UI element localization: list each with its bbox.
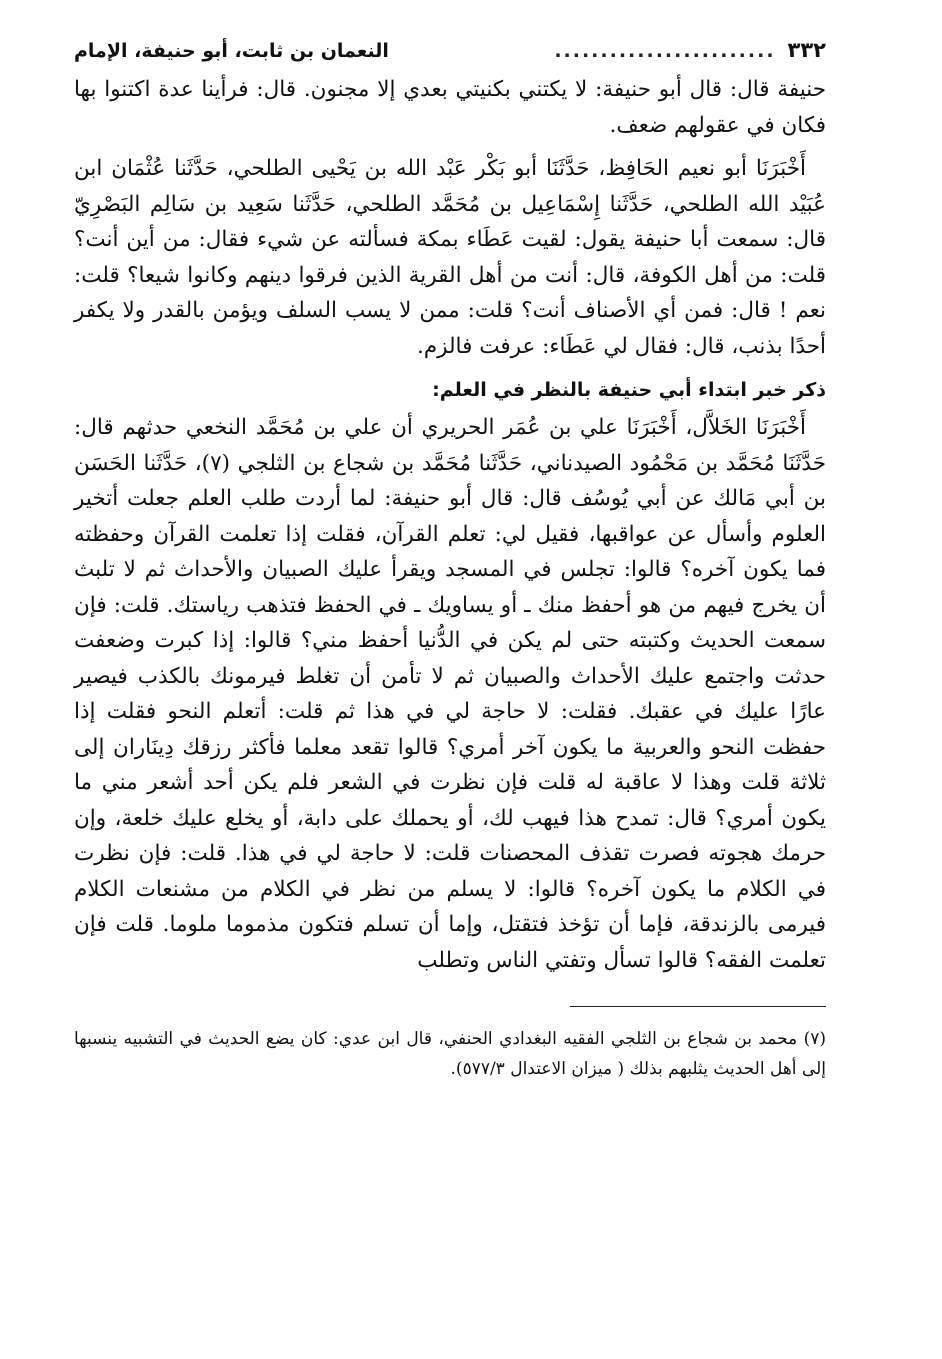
footnote-7: (٧) محمد بن شجاع بن الثلجي الفقيه البغدادي الحنفي، قال ابن عدي: كان يضع الحديث في التشبيه ينسبها إلى أهل الحديث يثلبهم بذلك ( ميزان الاعتدال ٥٧٧/٣). <box>74 1029 826 1079</box>
footnote-divider <box>570 1006 826 1007</box>
paragraph-1: حنيفة قال: قال أبو حنيفة: لا يكتني بكنيتي بعدي إلا مجنون. قال: فرأينا عدة اكتنوا بها فكان في عقولهم ضعف. <box>74 77 826 138</box>
page-number: ٣٣٢ <box>787 38 826 62</box>
section-heading: ذكر خبر ابتداء أبي حنيفة بالنظر في العلم: <box>432 379 826 401</box>
header-title: النعمان بن ثابت، أبو حنيفة، الإمام <box>74 40 389 62</box>
running-header <box>74 30 826 70</box>
paragraph-3: أَخْبَرَنَا الخَلاَّل، أَخْبَرَنَا علي بن عُمَر الحريري أن علي بن مُحَمَّد النخعي حدثهم قال: حَدَّثَنَا مُحَمَّد بن مَحْمُود الصيدناني، حَدَّثَنا مُحَمَّد بن شجاع بن الثلجي (٧)، حَدَّثَنا الحَسَن بن أبي مَالك عن أبي يُوسُف قال: قال أبو حنيفة: لما أردت طلب العلم جعلت أتخير العلوم وأسأل عن عواقبها، فقيل لي: تعلم القرآن، فقلت إذا تعلمت القرآن وحفظته فما يكون آخره؟ قالوا: تجلس في المسجد ويقرأ عليك الصبيان والأحداث ثم لا تلبث أن يخرج فيهم من هو أحفظ منك ـ أو يساويك ـ في الحفظ فتذهب رياستك. قلت: فإن سمعت الحديث وكتبته حتى لم يكن في الدُّنيا أحفظ مني؟ قالوا: إذا كبرت وضعفت حدثت واجتمع عليك الأحداث والصبيان ثم لا تأمن أن تغلط فيرمونك بالكذب فيصير عارًا عليك في عقبك. فقلت: لا حاجة لي في هذا ثم قلت: أتعلم النحو فقلت إذا حفظت النحو والعربية ما يكون آخر أمري؟ قالوا تقعد معلما فأكثر رزقك دِينَاران إلى ثلاثة قلت وهذا لا عاقبة له قلت فإن نظرت في الشعر فلم يكن أحد أشعر مني ما يكون أمري؟ قال: تمدح هذا فيهب لك، أو يحملك على دابة، أو يخلع عليك خلعة، وإن حرمك هجوته فصرت تقذف المحصنات قلت: لا حاجة لي في هذا. قلت: فإن نظرت في الكلام ما يكون آخره؟ قالوا: لا يسلم من نظر في الكلام من مشنعات الكلام فيرمى بالزندقة، فإما أن تؤخذ فتقتل، وإما أن تسلم فتكون مذموما ملوما. قلت فإن تعلمت الفقه؟ قالوا تسأل وتفتي الناس وتطلب <box>74 415 826 973</box>
header-dot-leader: ........................ <box>554 40 776 62</box>
paragraph-2: أَخْبَرَنَا أبو نعيم الحَافِظ، حَدَّثَنَا أبو بَكْر عَبْد الله بن يَحْيى الطلحي، حَدَّثَنا عُثْمَان ابن عُبَيْد الله الطلحي، حَدَّثَنا إِسْمَاعِيل بن مُحَمَّد الطلحي، حَدَّثَنا سَعِيد بن سَالِم البَصْرِيّ قال: سمعت أبا حنيفة يقول: لقيت عَطَاء بمكة فسألته عن شيء فقال: من أين أنت؟ قلت: من أهل الكوفة، قال: أنت من أهل القرية الذين فرقوا دينهم وكانوا شيعا؟ قلت: نعم ! قال: فمن أي الأصناف أنت؟ قلت: ممن لا يسب السلف ويؤمن بالقدر ولا يكفر أحدًا بذنب، قال: فقال لي عَطَاء: عرفت فالزم. <box>74 156 826 359</box>
book-page <box>74 30 826 1101</box>
